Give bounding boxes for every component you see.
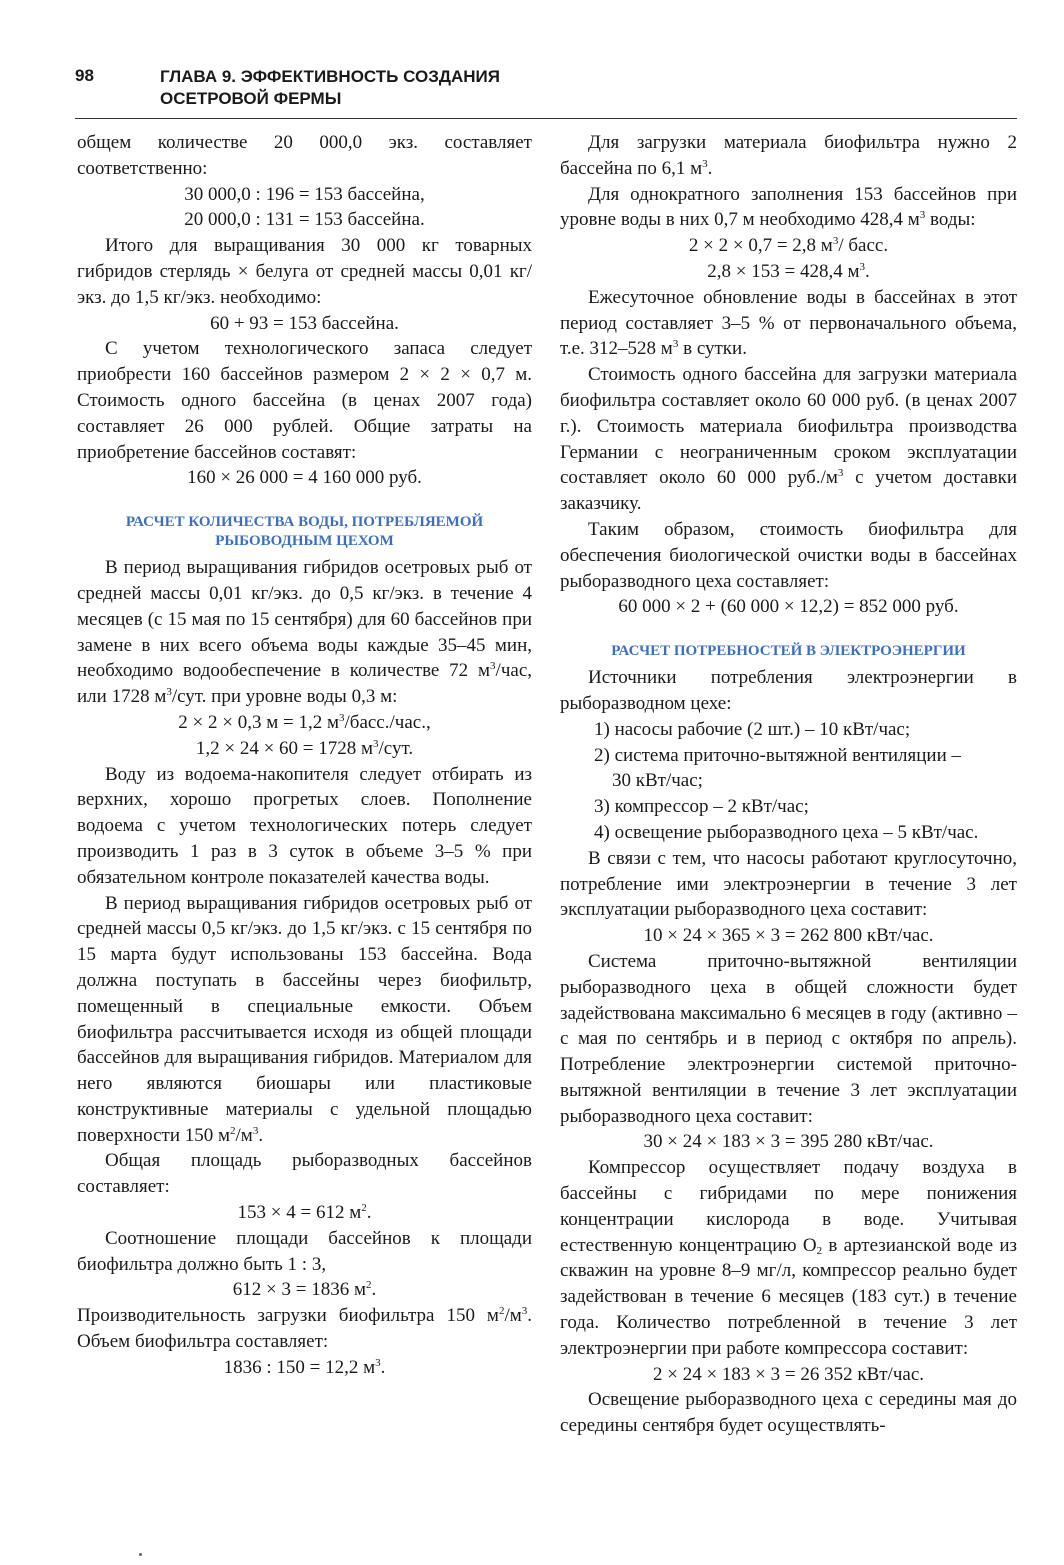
- section-heading-line2: РЫБОВОДНЫМ ЦЕХОМ: [215, 533, 394, 550]
- section-heading: РАСЧЕТ ПОТРЕБНОСТЕЙ В ЭЛЕКТРОЭНЕРГИИ: [611, 643, 966, 660]
- paragraph: С учетом технологического запаса следует приобрести 160 бассейнов размером 2 × 2 × 0,7 м. Стоимость одного бассейна (в ценах 2007 года) составляет 26 000 рублей. Общие затраты на приобретение бассейнов составят:: [77, 338, 532, 463]
- formula: 60 + 93 = 153 бассейна.: [210, 312, 399, 334]
- left-column: [77, 130, 532, 1381]
- paragraph: Производительность загрузки биофильтра 150 $м^2/м^3$. Объем биофильтра составляет:: [77, 1305, 532, 1353]
- paragraph: Таким образом, стоимость биофильтра для обеспечения биологической очистки воды в бассейнах рыборазводного цеха составляет:: [560, 518, 1017, 592]
- formula: 1836 : 150 = 12,2 $м^3$.: [223, 1356, 386, 1378]
- list-item-continuation: 30 кВт/час;: [612, 770, 703, 792]
- chapter-title-line1: ГЛАВА 9. ЭФФЕКТИВНОСТЬ СОЗДАНИЯ: [160, 67, 500, 86]
- list-item: 1) насосы рабочие (2 шт.) – 10 кВт/час;: [594, 718, 911, 740]
- paragraph: Соотношение площади бассейнов к площади биофильтра должно быть 1 : 3,: [77, 1227, 532, 1275]
- page-header: [0, 0, 1064, 130]
- formula: 153 × 4 = 612 $м^2$.: [237, 1202, 372, 1224]
- formula: 30 × 24 × 183 × 3 = 395 280 кВт/час.: [643, 1131, 934, 1153]
- paragraph: Стоимость одного бассейна для загрузки материала биофильтра составляет около 60 000 руб. (в ценах 2007 г.). Стоимость материала биофильтра производства Германии с неограниченным сроком эксплуатации составляет около 60 000 $руб./м^3$ с учетом доставки заказчику.: [560, 364, 1017, 515]
- section-heading-line1: РАСЧЕТ КОЛИЧЕСТВА ВОДЫ, ПОТРЕБЛЯЕМОЙ: [125, 514, 484, 531]
- paragraph: Для однократного заполнения 153 бассейнов при уровне воды в них 0,7 м необходимо 428,4 $м^3$ воды:: [560, 183, 1017, 231]
- paragraph: Общая площадь рыборазводных бассейнов составляет:: [77, 1150, 532, 1198]
- chapter-title: [160, 66, 500, 110]
- scan-dot: [139, 1553, 142, 1556]
- paragraph: В связи с тем, что насосы работают круглосуточно, потребление ими электроэнергии в течение 3 лет эксплуатации рыборазводного цеха составит:: [560, 847, 1017, 921]
- paragraph: В период выращивания гибридов осетровых рыб от средней массы 0,01 кг/экз. до 0,5 кг/экз. в течение 4 месяцев (с 15 мая по 15 сентября) для 60 бассейнов при замене в них всего объема воды каждые 35–45 мин, необходимо водообеспечение в количестве 72 $м^3$/час, или 1728 $м^3$/сут. при уровне воды 0,3 м:: [77, 557, 532, 708]
- formula: 160 × 26 000 = 4 160 000 руб.: [187, 467, 422, 489]
- paragraph: Итого для выращивания 30 000 кг товарных гибридов стерлядь × белуга от средней массы 0,01 кг/экз. до 1,5 кг/экз. необходимо:: [77, 235, 532, 308]
- right-column: [560, 130, 1017, 1439]
- list-item: 4) освещение рыборазводного цеха – 5 кВт/час.: [594, 821, 979, 843]
- paragraph: общем количестве 20 000,0 экз. составляет соответственно:: [77, 132, 532, 179]
- formula: 612 × 3 = 1836 $м^2$.: [232, 1279, 377, 1301]
- header-rule: [75, 118, 1017, 119]
- formula: 2,8 × 153 = 428,4 $м^3$.: [707, 260, 870, 282]
- page-number: 98: [75, 66, 94, 85]
- paragraph: Воду из водоема-накопителя следует отбирать из верхних, хорошо прогретых слоев. Пополнение водоема с учетом технологических потерь следует производить 1 раз в 3 суток в объеме 3–5 % при обязательном контроле показателей качества воды.: [77, 763, 532, 888]
- formula: 30 000,0 : 196 = 153 бассейна,: [184, 183, 425, 205]
- formula: 2 × 24 × 183 × 3 = 26 352 кВт/час.: [652, 1363, 925, 1385]
- paragraph: Компрессор осуществляет подачу воздуха в бассейны с гибридами по мере понижения концентрации кислорода в воде. Учитывая естественную концентрацию $O_2$ в артезианской воде из скважин на уровне 8–9 мг/л, компрессор реально будет задействован в течение 6 месяцев (183 сут.) в течение года. Количество потребленной в течение 3 лет электроэнергии при работе компрессора составит:: [560, 1157, 1017, 1359]
- paragraph: Система приточно-вытяжной вентиляции рыборазводного цеха в общей сложности будет задействована максимально 6 месяцев в году (активно – с мая по сентябрь и в период с октября по апрель). Потребление электроэнергии системой приточно-вытяжной вентиляции в течение 3 лет эксплуатации рыборазводного цеха составит:: [560, 950, 1017, 1127]
- list-item: 2) система приточно-вытяжной вентиляции –: [594, 744, 962, 766]
- formula: 1,2 × 24 × 60 = 1728 $м^3$/сут.: [195, 737, 414, 759]
- formula: 20 000,0 : 131 = 153 бассейна.: [184, 209, 425, 231]
- formula: 2 × 2 × 0,7 = 2,8 $м^3/$ басс.: [688, 235, 889, 257]
- paragraph: Источники потребления электроэнергии в рыборазводном цехе:: [560, 667, 1017, 714]
- paragraph: Освещение рыборазводного цеха с середины мая до середины сентября будет осуществлять-: [560, 1389, 1017, 1437]
- list-item: 3) компрессор – 2 кВт/час;: [594, 796, 809, 818]
- paragraph: Для загрузки материала биофильтра нужно 2 бассейна по 6,1 $м^3$.: [560, 132, 1017, 179]
- section-heading: [77, 513, 532, 551]
- paragraph: Ежесуточное обновление воды в бассейнах в этот период составляет 3–5 % от первоначального объема, т.е. 312–528 $м^3$ в сутки.: [560, 286, 1017, 360]
- paragraph: В период выращивания гибридов осетровых рыб от средней массы 0,5 кг/экз. до 1,5 кг/экз. с 15 сентября по 15 марта будут использованы 153 бассейна. Вода должна поступать в бассейны через биофильтр, помещенный в специальные емкости. Объем биофильтра рассчитывается исходя из общей площади бассейнов для выращивания гибридов. Материалом для него являются биошары или пластиковые конструктивные материалы с удельной площадью поверхности 150 $м^2/м^3$.: [77, 892, 532, 1146]
- formula: 60 000 × 2 + (60 000 × 12,2) = 852 000 руб.: [618, 596, 959, 618]
- formula: 2 × 2 × 0,3 м = 1,2 $м^3/басс$./час.,: [178, 711, 431, 733]
- chapter-title-line2: ОСЕТРОВОЙ ФЕРМЫ: [160, 89, 342, 108]
- formula: 10 × 24 × 365 × 3 = 262 800 кВт/час.: [643, 925, 934, 947]
